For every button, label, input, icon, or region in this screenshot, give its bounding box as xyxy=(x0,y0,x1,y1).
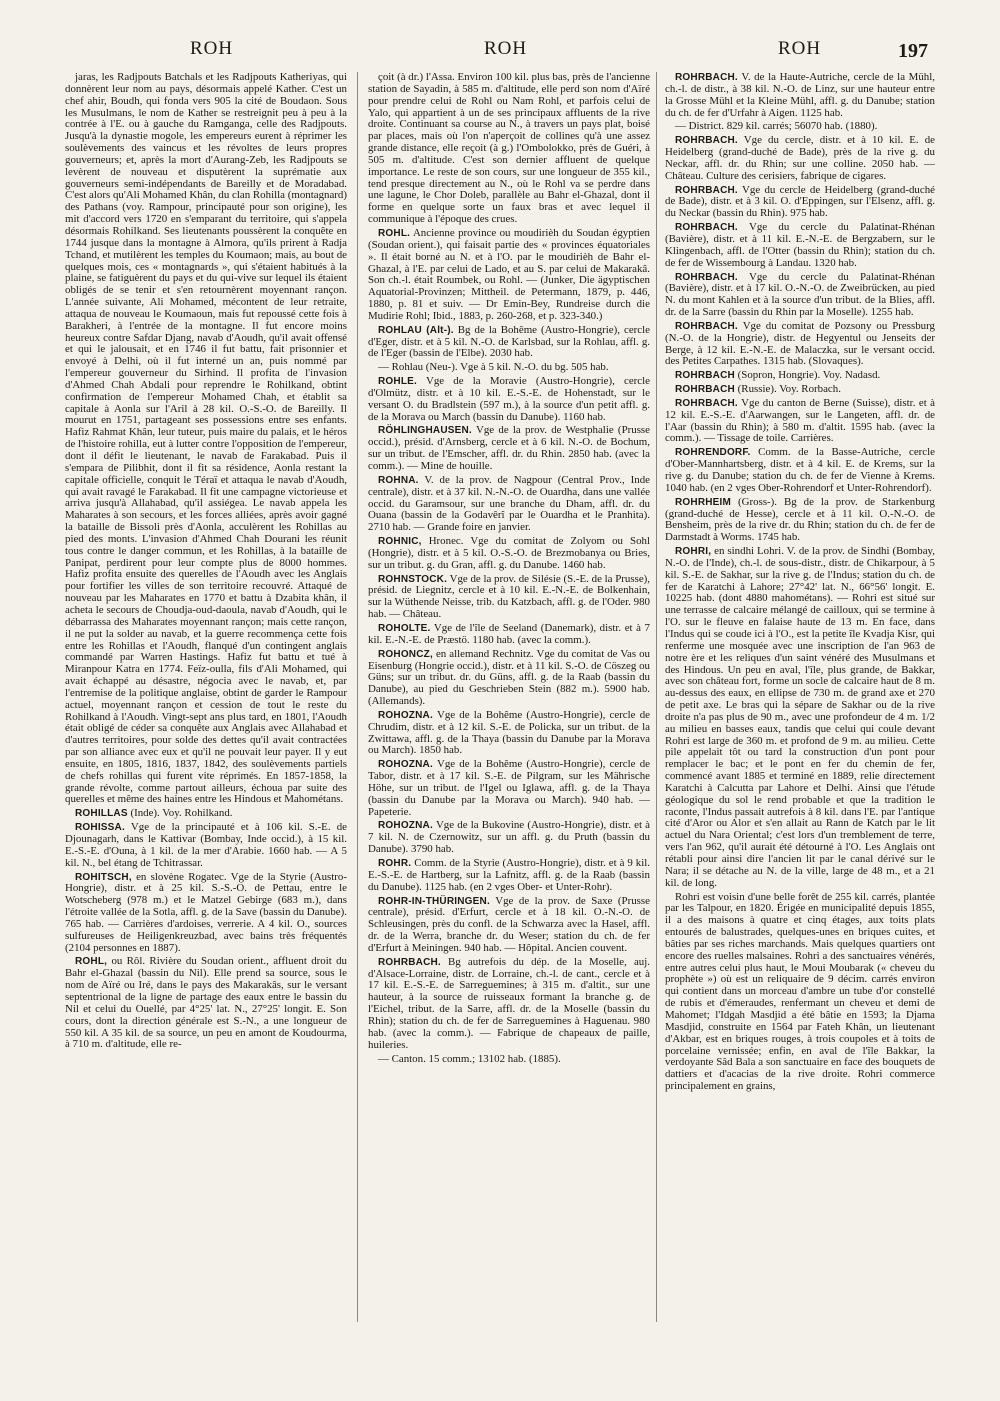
entry-headword: ROHNA. xyxy=(378,474,419,486)
dictionary-entry xyxy=(665,135,935,182)
entry-text: Vge de la Bukovine (Austro-Hongrie), distr. et à 7 kil. N. de Czernowitz, sur un affl. g. du Pruth (bassin du Danube). 3790 hab. xyxy=(368,819,650,856)
dictionary-entry xyxy=(368,858,650,894)
dictionary-entry xyxy=(368,1054,650,1066)
entry-text: (Sopron, Hongrie). Voy. Nadasd. xyxy=(737,369,881,382)
entry-text: Vge de la principauté et à 106 kil. S.-E. de Djounagarh, dans le Kattivar (Bombay, Inde occid.), à 15 kil. E.-S.-E. d'Ouna, à 1 kil. de la mer d'Arabie. 1660 hab. — A 5 kil. N., bel étang de Tchitrassar. xyxy=(65,821,347,869)
entry-text: Bg de la Bohême (Austro-Hongrie), cercle d'Eger, distr. et à 5 kil. N.-O. de Karlsbad, sur la Rohlau, affl. g. de l'Eger (bassin de l'Elbe). 2030 hab. xyxy=(368,323,650,360)
entry-headword: ROHL. xyxy=(378,227,411,239)
dictionary-entry xyxy=(665,272,935,319)
entry-text: Rohri est voisin d'une belle forêt de 255 kil. carrés, plantée par les Talpour, en 1820. Érigée en municipalité depuis 1855, il a des maisons à quatre et cinq étages, aux toits plats entourés de balustrades, quelques-unes en briques cuites, et bâties par ses riches marchands. Mais quelques quartiers ont encore des ruelles malsaines. Rohri a des sanctuaires vénérés, entre autres celui plus haut, le Moui Moubarak (« cheveu du prophète ») où est un reliquaire de 9 décim. carrés environ qui contient dans un morceau d'ambre un tube d'or constellé de rubis et d'émeraudes, renfermant un cheveu et demi de Mahomet; l'Idgah Masdjid a été bâtie en 1593; la Djama Masdjid, construite en 1564 par Fateh Khân, un lieutenant d'Akbar, est en briques rouges, à trois coupoles et à toits de porcelaine vernissée; enfin, en aval de l'île Bakkar, la verdoyante Sâd Bala a son sanctuaire en face des bouquets de dattiers et d'acacias de la rive droite. Rohri commerce principalement en grains, xyxy=(665,890,935,1093)
dictionary-entry xyxy=(665,447,935,494)
entry-text: jaras, les Radjpouts Batchals et les Radjpouts Katheriyas, qui donnèrent leur nom au pays, désormais appelé Kather. C'est un chef ahir, Boudh, qui fonda vers 905 la cité de Boudaon. Sous les Musulmans, le nom de Kather se restreignit peu à peu à la contrée à l'E. ou à gauche du Ramganga, celle des Radjpouts. Jusqu'à la dynastie mogole, les empereurs eurent à réprimer les soulèvements des vaincus et les révoltes de leurs propres gouverneurs; et, après la mort d'Aurang-Zeb, les Radjpouts se levèrent de nouveau et disputèrent la suprématie aux gouverneurs semi-indépendants de Bareilly et de Moradabad. C'est alors qu'Ali Mohamed Khân, du clan Rohilla (montagnard) des Pathans (voy. Rampour, principauté pour son origine), les mit d'accord vers 1720 en s'emparant du territoire, qui s'appela désormais Rohilkand. Ses lieutenants poussèrent la conquête en 1744 jusque dans la montagne à Almora, qu'ils prirent à Radja Tchand, et mutilèrent les temples du Koumaon; mais, au bout de quelques mois, ces « montagnards », qui s'étaient habitués à la plaine, se fatiguèrent du pays et du qui-vive sur lequel ils étaient obligés de se tenir et s'en retournèrent moyennant rançon. L'année suivante, Ali Mohamed, mécontent de leur retraite, attaqua de nouveau le Koumaoun, mais fut repoussé cette fois à Barakheri, à l'entrée de la montagne. Il fut encore moins heureux contre Safdar Djang, navab d'Aoudh, qu'il avait offensé et qui le jalousait, et en 1746 il fut battu, fait prisonnier et envoyé à Delhi, où il fut interné un an, puis nommé par l'empereur gouverneur du Sirhind. Il profita de l'invasion d'Ahmed Chah Abdali pour reprendre le Rohilkand, obtint confirmation de l'empereur Mohamed Chah, et établit sa capitale à Aonla sur l'Aril à 28 kil. O.-S.-O. de Bareilly. Il mourut en 1751, partageant ses possessions entre ses enfants. Hafiz Rahmat Khân, leur tuteur, puis maire du palais, et le héros de l'histoire rohilla, eut à lutter contre l'opposition de l'empereur, dont il défit le lieutenant, le navab de Farakabad. Puis il s'empara de Pilibhit, dont il fit sa résidence, Aonla restant la capitale officielle, conquit le Téraï et attaqua le navab d'Aoudh, qui avait ravagé le Farakabad. Il fit une campagne victorieuse et arriva jusqu'à Allahabad, qu'il assiégea. Le navab appela les Maharates à son secours, et les forces alliées, après avoir gagné la bataille de Bissoli près d'Aonla, acculèrent les Rohillas au pied des monts. L'invasion d'Ahmed Chah Dourani les réunit tous contre le danger commun, et les Rohillas, à la bataille de Panipat, perdirent pour leur compte plus de 8000 hommes. Hafiz profita ensuite des querelles de l'Aoudh avec les Anglais pour fortifier les villes de son territoire recouvré. Attaqué de nouveau par les Maharates en 1770 et battu à Dzabita khân, il acheta le secours de Choudja-oud-daoula, navab d'Aoudh, qui le débarrassa des Maharates moyennant rançon; mais cette rançon, il ne put la solder au navab, et la guerre recommença cette fois entre les Rohillas et l'Aoudh, flanqué d'un contingent anglais commandé par Warren Hastings. Hafiz fut battu et tué à Miranpour Katra en 1774. Feïz-oulla, fils d'Ali Mohamed, qui avait échappé au désastre, négocia avec le navab, et, par l'entremise de la politique anglaise, obtint de garder le Rampour actuel, moyennant rançon et cession de tout le reste du Rohilkand à l'Aoudh. Vingt-sept ans plus tard, en 1801, l'Aoudh était obligé de céder sa conquête aux Anglais avec Allahabad et d'autres territoires, pour solde des dettes qu'il avait contractées par son alliance avec eux et qu'il ne pouvait leur payer. Il y eut ensuite, en 1805, 1816, 1837, 1842, des soulèvements partiels de chefs rohillas qui furent vite réprimés. En 1857-1858, la grande révolte, comme partout ailleurs, échoua par suite des querelles et même des haines entre les Hindous et Mahométans. xyxy=(65,72,347,806)
dictionary-entry xyxy=(65,956,347,1051)
entry-text: Vge du cercle du Palatinat-Rhénan (Bavière), distr. et à 17 kil. O.-N.-O. de Zweibrücken, au pied N. du mont Kahlen et à la source d'un tribut. de la Blies, affl. dr. de la Sarre (bassin du Rhin par la Moselle). 1255 hab. xyxy=(665,270,935,319)
entry-text: (Russie). Voy. Rorbach. xyxy=(737,383,841,396)
entry-headword: ROHR. xyxy=(378,858,412,869)
dictionary-entry xyxy=(368,536,650,572)
dictionary-entry xyxy=(65,808,347,820)
entry-headword: ROHRBACH. xyxy=(378,956,441,968)
entry-text: Hronec. Vge du comitat de Zolyom ou Sohl (Hongrie), distr. et à 5 kil. O.-S.-O. de Brezmobanya ou Bries, sur un tribut. g. du Gran, affl. g. du Danube. 1460 hab. xyxy=(368,535,650,571)
dictionary-entry xyxy=(368,425,650,472)
dictionary-entry xyxy=(368,649,650,708)
entry-headword: ROHRBACH. xyxy=(675,222,738,234)
entry-text: Vge de la Bohême (Austro-Hongrie), cercle de Tabor, distr. et à 17 kil. S.-E. de Pilgram, sur les Mährische Höhe, sur un tribut. de l'Igel ou Iglawa, affl. g. de la Thaya (bassin du Danube par la Morava ou March). 940 hab. — Papeterie. xyxy=(368,758,650,818)
entry-headword: ROHRBACH. xyxy=(675,184,738,196)
column-rule xyxy=(357,72,358,1322)
dictionary-entry xyxy=(665,185,935,221)
running-head-center: ROH xyxy=(484,38,528,59)
entry-text: — Canton. 15 comm.; 13102 hab. (1885). xyxy=(378,1052,561,1065)
dictionary-entry xyxy=(665,370,935,382)
dictionary-entry xyxy=(65,72,347,806)
dictionary-entry xyxy=(665,121,935,133)
dictionary-entry xyxy=(368,710,650,757)
entry-headword: ROHLAU (Alt-). xyxy=(378,324,454,336)
entry-headword: ROHISSA. xyxy=(75,822,125,834)
entry-headword: ROHRBACH. xyxy=(675,72,738,83)
dictionary-entry xyxy=(665,321,935,368)
dictionary-entry xyxy=(65,872,347,955)
entry-text: Vge de la prov. de Westphalie (Prusse occid.), présid. d'Arnsberg, cercle et à 6 kil. N.-O. de Bochum, sur un tribut. de l'Emscher, affl. dr. du Rhin. 2850 hab. (avec la comm.). — Mine de houille. xyxy=(368,424,650,472)
entry-text: Vge de la Moravie (Austro-Hongrie), cercle d'Olmütz, distr. et à 10 kil. E.-S.-E. de Hohenstadt, sur le versant O. du Bradlstein (597 m.), à la source d'un petit affl. g. de la Morava ou March (bassin du Danube). 1160 hab. xyxy=(368,375,650,423)
entry-text: Comm. de la Basse-Autriche, cercle d'Ober-Mannhartsberg, distr. et à 4 kil. E. de Krems, sur la rive g. du Danube; station du ch. de fer de Vienne à Krems. 1040 hab. (en 2 vges Ober-Rohrendorf et Unter-Rohrendorf). xyxy=(665,446,935,494)
entry-headword: RÖHLINGHAUSEN. xyxy=(378,425,472,437)
dictionary-entry xyxy=(368,759,650,818)
entry-text: (Gross-). Bg de la prov. de Starkenburg (grand-duché de Hesse), cercle et à 11 kil. O.-N.-O. de Bensheim, près de la rive dr. du Rhin; station du ch. de fer de Darmstadt à Worms. 1745 hab. xyxy=(665,495,935,544)
dictionary-entry xyxy=(368,362,650,374)
entry-headword: ROHR-IN-THÜRINGEN. xyxy=(378,895,490,907)
entry-headword: ROHLE. xyxy=(378,376,417,388)
running-head-right: ROH xyxy=(778,38,822,59)
entry-text: ou Rôl. Rivière du Soudan orient., affluent droit du Bahr el-Ghazal (bassin du Nil). Elle prend sa source, sous le nom de Aïré ou Iré, dans le pays des Makarakâs, sur le versant septentrional de la ligne de partage des eaux entre le bassin du Nil et celui du Ouellé, par 4°25' lat. N., 27°25' longit. E. Son cours, dont la direction générale est S.-N., a une longueur de 550 kil. A 35 kil. de sa source, un peu en amont de Koudourma, à 710 m. d'altitude, elle re- xyxy=(65,955,347,1051)
entry-text: en sindhi Lohri. V. de la prov. de Sindhi (Bombay, N.-O. de l'Inde), ch.-l. de sous-distr., distr. de Chikarpour, à 5 kil. S.-E. de Sakhar, sur la rive g. de l'Indus; station du ch. de fer de Karatchi à Lahore; 27°42' lat. N., 66°56' longit. E. 10225 hab. (dont 4880 mahométans). — Rohri est situé sur une terrasse de calcaire mélangé de cailloux, qui se termine à l'O. sur le fleuve en falaise haute de 13 m. En face, dans l'Indus qui se coude ici à l'O., est la petite île Kvadja Kisr, qui renferme une mosquée avec une inscription de l'an 963 de notre ère et les reliques d'un saint vénéré des Musulmans et des Hindous. Un peu en aval, l'île, plus grande, de Bakkar, avec son château fort, forme un socle de calcaire haut de 8 m. au-dessus des eaux, en ellipse de 730 m. de grand axe et 270 de petit axe. Le bras qui la sépare de Sakhar ou de la rive droite n'a pas plus de 90 m., avec une profondeur de 4 m. 1/2 au milieu en basses eaux, tandis que celui qui coule devant Rohri est large de 360 m. et profond de 9 m. au milieu. Cette pile appelait tôt ou tard la construction d'un pont pour remplacer le bac; et le pont en fer du chemin de fer, commencé avant 1885 et terminé en 1889, relie directement Karatchi à Calcutta par Lahore et Delhi. Ainsi que l'étude géologique du sol le rend probable et que la tradition le raconte, l'Indus passait autrefois à 8 kil. dans l'E. par l'antique cité d'Aror ou Alor et s'en allait au Rann de Katch par le lit actuel du Nara Oriental; c'est lors d'un tremblement de terre, vers l'an 962, qu'il aurait été détourné à l'O. Les Anglais ont rétabli pour ainsi dire l'ancien lit par le canal dérivé sur le Nara; il se détache au N. de la ville, large de 48 m., et a 21 kil. de long. xyxy=(665,545,935,889)
entry-headword: ROHRBACH. xyxy=(675,271,738,283)
dictionary-entry xyxy=(368,228,650,323)
entry-headword: ROHILLAS xyxy=(75,808,128,820)
entry-text: V. de la prov. de Nagpour (Central Prov., Inde centrale), distr. et à 37 kil. N.-N.-O. de Ouardha, dans une vallée occid. du Garamsour, sur une branche du Dham, affl. dr. du Ouana (bassin de la Godavêrî par le Ouardha et le Pranhita). 2710 hab. — Grande foire en janvier. xyxy=(368,473,650,534)
entry-text: Vge du cercle, distr. et à 10 kil. E. de Heidelberg (grand-duché de Bade), près de la rive g. du Neckar, affl. dr. du Rhin; sur une colline. 2050 hab. — Château. Culture des cerisiers, fabrique de cigares. xyxy=(665,134,935,182)
dictionary-entry xyxy=(665,398,935,445)
dictionary-entry xyxy=(368,72,650,226)
dictionary-entry xyxy=(368,820,650,856)
entry-headword: ROHRBACH xyxy=(675,370,735,382)
entry-headword: ROHRI, xyxy=(675,546,712,558)
entry-text: en slovène Rogatec. Vge de la Styrie (Austro-Hongrie), distr. et à 25 kil. S.-S.-O. de Pettau, entre le Wotscheberg (978 m.) et le Matzel Gebirge (683 m.), dans l'étroite vallée de la Sotla, affl. g. de la Save (bassin du Danube). 765 hab. — Carrières d'ardoises, verrerie. A 4 kil. O., sources sulfureuses de Heiligenkreuzbad, avec bains très fréquentés (2104 personnes en 1887). xyxy=(65,870,347,954)
entry-headword: ROHRBACH. xyxy=(675,320,738,332)
text-column-1 xyxy=(65,72,347,1392)
entry-headword: ROHONCZ, xyxy=(378,648,433,660)
entry-text: Vge du canton de Berne (Suisse), distr. et à 12 kil. E.-S.-E. d'Aarwangen, sur le Langeten, affl. dr. de l'Aar (bassin du Rhin); à 580 m. d'altit. 1595 hab. (avec la comm.). — Tissage de toile. Carrières. xyxy=(665,396,935,445)
dictionary-entry xyxy=(665,72,935,119)
entry-headword: ROHOZNA. xyxy=(378,759,433,771)
dictionary-entry xyxy=(368,957,650,1052)
dictionary-entry xyxy=(368,475,650,534)
dictionary-entry xyxy=(665,892,935,1093)
dictionary-entry xyxy=(368,896,650,955)
text-column-3 xyxy=(665,72,935,1392)
entry-headword: ROHNSTOCK. xyxy=(378,573,448,585)
dictionary-entry xyxy=(665,384,935,396)
dictionary-entry xyxy=(65,822,347,869)
entry-text: V. de la Haute-Autriche, cercle de la Mühl, ch.-l. de distr., à 38 kil. N.-O. de Linz, sur une hauteur entre la Grosse Mühl et la Kleine Mühl, affl. g. du Danube; station du ch. de fer d'Urfahr à Aigen. 1125 hab. xyxy=(665,72,935,119)
entry-headword: ROHRHEIM xyxy=(675,496,732,508)
entry-headword: ROHRBACH. xyxy=(675,397,738,409)
dictionary-entry xyxy=(665,222,935,269)
entry-headword: ROHOLTE. xyxy=(378,622,431,634)
entry-headword: ROHOZNA. xyxy=(378,820,433,832)
entry-text: Vge du cercle du Palatinat-Rhénan (Bavière), distr. et à 11 kil. E.-N.-E. de Bergzabern, sur le Klingenbach, affl. de l'Otter (bassin du Rhin); station du ch. de fer de Wissembourg à Landau. 1320 hab. xyxy=(665,221,935,269)
dictionary-entry xyxy=(368,325,650,361)
entry-headword: ROHITSCH, xyxy=(75,871,132,883)
entry-headword: ROHNIC, xyxy=(378,536,422,548)
entry-text: (Inde). Voy. Rohilkand. xyxy=(130,807,233,820)
entry-text: Vge de la prov. de Saxe (Prusse centrale), présid. d'Erfurt, cercle et à 18 kil. O.-N.-O. de Schleusingen, près du confl. de la Schwarza avec la Hasel, affl. dr. de la Werra, branche dr. du Weser; station du ch. de fer d'Erfurt à Meiningen. 940 hab. — Hôpital. Ancien couvent. xyxy=(368,894,650,954)
dictionary-entry xyxy=(368,623,650,647)
entry-text: çoit (à dr.) l'Assa. Environ 100 kil. plus bas, près de l'ancienne station de Sayadin, à 585 m. d'altitude, elle perd son nom d'Aïré pour prendre celui de Rohl ou Nam Rohl, et parfois celui de Yalo, qui appartient à un de ses principaux affluents de la rive droite. Continuant sa course au N., à travers un pays plat, boisé par places, mais où l'on n'aperçoit de collines qu'à une assez grande distance, elle reçoit (à g.) l'Ombolokko, près de Guéri, à 505 m. d'altitude. C'est son dernier affluent de quelque importance. Le reste de son cours, sur une longueur de 355 kil., tend presque directement au N., où le Rohl va se perdre dans une lagune, le Chor Doleb, parallèle au Bahr el-Ghazal, dont il forme en quelque sorte un faux bras et avec lequel il communique à l'époque des crues. xyxy=(368,72,650,226)
entry-text: Bg autrefois du dép. de la Moselle, auj. d'Alsace-Lorraine, distr. de Lorraine, ch.-l. de cant., cercle et à 17 kil. E.-S.-E. de Sarreguemines; à 315 m. d'altit., sur une hauteur, à la source de ruisseaux formant la branche g. de l'Eichel, tribut. de la Sarre, affl. dr. de la Moselle (bassin du Rhin); station du ch. de fer de Sarreguemines à Haguenau. 980 hab. (avec la comm.). — Fabrique de chapeaux de paille, huileries. xyxy=(368,955,650,1051)
entry-headword: ROHRBACH xyxy=(675,384,735,396)
entry-text: — Rohlau (Neu-). Vge à 5 kil. N.-O. du bg. 505 hab. xyxy=(378,361,609,374)
running-head-left: ROH xyxy=(190,38,234,59)
entry-text: Vge de l'île de Seeland (Danemark), distr. et à 7 kil. E.-N.-E. de Præstö. 1180 hab. (avec la comm.). xyxy=(368,621,650,646)
entry-headword: ROHOZNA. xyxy=(378,709,433,721)
dictionary-entry xyxy=(368,574,650,621)
column-rule xyxy=(656,72,657,1322)
page-number: 197 xyxy=(898,40,928,62)
entry-text: Ancienne province ou moudirièh du Soudan égyptien (Soudan orient.), qui faisait partie des « provinces équatoriales ». Il était borné au N. et à l'O. par le moudirièh de Bahr el-Ghazal, à l'E. par celui de Lado, et au S. par celui de Makarakâ. Son ch.-l. était Roumbek, ou Rohl. — (Junker, Die ägyptischen Aquatorial-Provinzen; Mittheil. de Petermann, 1879, p. 446, 1880, p. 81 et suiv. — Dr Emin-Bey, Rundreise durch die Mudirie Rohl; Ibid., 1883, p. 260-268, et p. 323-340.) xyxy=(368,226,650,322)
entry-headword: ROHRENDORF. xyxy=(675,447,751,459)
text-column-2 xyxy=(368,72,650,1332)
entry-text: Comm. de la Styrie (Austro-Hongrie), distr. et à 9 kil. E.-S.-E. de Hartberg, sur la Lafnitz, affl. g. de la Raab (bassin du Danube). 1125 hab. (en 2 vges Ober- et Unter-Rohr). xyxy=(368,857,650,893)
entry-text: Vge de la Bohême (Austro-Hongrie), cercle de Chrudim, distr. et à 12 kil. S.-E. de Policka, sur un tribut. de la Zwittawa, affl. g. de la Thaya (bassin du Danube par la Morava ou March). 1850 hab. xyxy=(368,708,650,757)
entry-text: en allemand Rechnitz. Vge du comitat de Vas ou Eisenburg (Hongrie occid.), distr. et à 11 kil. S.-O. de Cöszeg ou Güns; sur un tribut. dr. du Güns, affl. g. de la Raab (bassin du Danube), au pied du Geschrieben Stein (882 m.). 5900 hab. (Allemands). xyxy=(368,647,650,708)
entry-headword: ROHL, xyxy=(75,956,108,968)
entry-text: Vge du comitat de Pozsony ou Pressburg (N.-O. de la Hongrie), distr. de Hegyentul ou Jenseits der Berge, à 12 kil. E.-N.-E. de Malaczka, sur le versant occid. des Petites Carpathes. 1315 hab. (Slovaques). xyxy=(665,319,935,368)
dictionary-entry xyxy=(665,546,935,889)
entry-headword: ROHRBACH. xyxy=(675,135,738,147)
dictionary-entry xyxy=(665,497,935,544)
entry-text: Vge du cercle de Heidelberg (grand-duché de Bade), distr. et à 3 kil. O. d'Eppingen, sur l'Elsenz, affl. g. du Neckar (bassin du Rhin). 975 hab. xyxy=(665,183,935,220)
entry-text: — District. 829 kil. carrés; 56070 hab. (1880). xyxy=(675,120,878,133)
entry-text: Vge de la prov. de Silésie (S.-E. de la Prusse), présid. de Liegnitz, cercle et à 10 kil. E.-N.-E. de Bolkenhain, sur la Wüthende Neisse, trib. du Katzbach, affl. g. de l'Oder. 980 hab. — Château. xyxy=(368,572,650,621)
dictionary-entry xyxy=(368,376,650,423)
